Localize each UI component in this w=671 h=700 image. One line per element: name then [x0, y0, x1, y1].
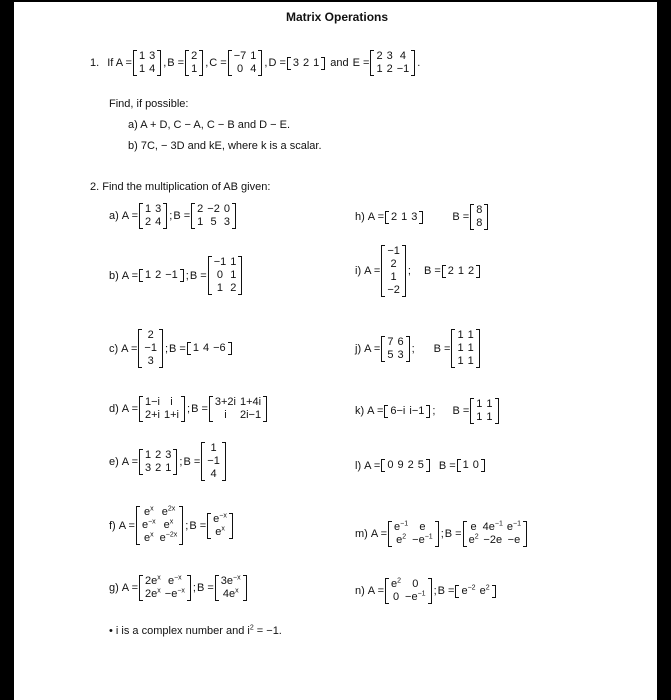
b-label: B =	[437, 585, 455, 597]
item-label: m)	[355, 528, 368, 540]
note-end: = −1.	[253, 625, 282, 637]
q1-c-label: C =	[209, 57, 227, 69]
item-label: a)	[109, 210, 119, 222]
q1-e-label: E =	[352, 57, 370, 69]
matrix-cell: 4	[210, 468, 217, 480]
item-label: k)	[355, 405, 365, 417]
matrix-b: $3e^{-x}$ $4e^x$	[215, 575, 247, 601]
matrix-cell: −2	[207, 203, 220, 215]
a-label: A =	[121, 210, 138, 222]
q2-item-c	[109, 329, 233, 368]
matrix-cell: 0	[216, 269, 224, 281]
b-label: B =	[452, 211, 470, 223]
matrix-cell: 4	[149, 63, 156, 75]
matrix-b: $e^{-x}$ $e^x$	[207, 513, 233, 539]
a-label: A =	[367, 405, 384, 417]
separator: ;	[411, 342, 415, 355]
b-label: B =	[438, 459, 456, 472]
item-label: h)	[355, 211, 365, 223]
matrix-cell: 1	[401, 210, 408, 223]
matrix-cell: 0	[472, 459, 479, 471]
q2-item-b	[109, 256, 243, 295]
matrix-cell: 1	[457, 264, 465, 277]
a-label: A =	[370, 528, 388, 540]
matrix-cell: 8	[476, 204, 483, 216]
matrix-cell: 3	[147, 355, 154, 367]
separator: ;	[407, 265, 411, 277]
matrix-cell: 2	[197, 203, 204, 215]
matrix-cell: i	[224, 409, 227, 421]
matrix-b	[187, 342, 232, 355]
matrix-b	[470, 398, 498, 424]
q1-part-a: a) A + D, C − A, C − B and D − E.	[128, 119, 291, 131]
separator: ;	[432, 405, 436, 417]
matrix-cell: 1+i	[164, 409, 179, 421]
item-label: i)	[355, 265, 362, 277]
matrix-cell: 2	[155, 461, 162, 474]
matrix-a	[139, 269, 184, 282]
matrix-a: $e^2$ 0 0 $-e^{-1}$	[385, 578, 432, 604]
b-label: B =	[452, 405, 470, 417]
matrix-cell: i−1	[409, 404, 425, 417]
b-label: B =	[189, 269, 207, 282]
complex-note	[109, 625, 282, 637]
matrix-cell: 1	[191, 63, 198, 75]
matrix-a	[381, 245, 406, 297]
q1-find-text: Find, if possible:	[109, 98, 189, 110]
q1-if-label: If A =	[107, 57, 132, 69]
matrix-cell: 1	[250, 50, 257, 62]
matrix-cell: 4	[155, 216, 162, 228]
matrix-cell: 5	[417, 459, 424, 471]
matrix-cell: 3	[165, 448, 172, 461]
matrix-cell: 0	[223, 203, 230, 215]
b-label: B =	[433, 342, 451, 355]
top-black-border	[0, 0, 671, 2]
matrix-a: $e^x$ $e^{2x}$ $e^{-x}$ $e^x$ $e^x$ $e^{-2x}$	[136, 506, 183, 545]
matrix-cell: 2	[230, 282, 237, 294]
matrix-cell: 1−i	[145, 396, 160, 408]
q1-end: .	[417, 57, 421, 69]
matrix-cell: 2+i	[145, 409, 160, 421]
q2-item-i	[355, 245, 481, 297]
matrix-cell: 3	[223, 216, 230, 228]
matrix-cell: 1	[457, 355, 464, 367]
matrix-cell: 2	[147, 329, 154, 341]
q2-item-g	[109, 575, 248, 601]
item-label: f)	[109, 519, 116, 532]
matrix-b	[209, 396, 267, 422]
b-label: B =	[173, 210, 191, 222]
q2-item-a	[109, 203, 237, 229]
matrix-cell: 4	[250, 63, 257, 75]
matrix-b	[451, 329, 479, 368]
b-label: B =	[189, 519, 207, 532]
matrix-cell: 6	[397, 335, 404, 348]
matrix-cell: 1	[145, 448, 152, 461]
matrix-a	[384, 405, 430, 418]
matrix-cell: 2	[145, 216, 152, 228]
matrix-cell: 1+4i	[240, 396, 262, 408]
a-label: A =	[118, 519, 135, 532]
matrix-cell: −1	[165, 269, 178, 281]
a-label: A =	[121, 269, 138, 282]
a-label: A =	[121, 342, 138, 355]
matrix-cell: −7	[233, 50, 247, 62]
matrix-cell: 2i−1	[240, 409, 262, 421]
separator: ;	[433, 585, 437, 597]
item-label: c)	[109, 342, 119, 355]
matrix-cell: −1	[396, 63, 410, 75]
a-label: A =	[367, 211, 384, 223]
matrix-cell: 1	[145, 269, 152, 281]
matrix-cell: 0	[387, 459, 394, 471]
q2-item-j	[355, 329, 481, 368]
matrix-cell: −6	[213, 342, 226, 354]
a-label: A =	[121, 403, 138, 415]
matrix-cell: 1	[230, 269, 237, 281]
matrix-cell: 1	[138, 50, 146, 62]
matrix-a: $e^{-1}$ e $e^2$ $-e^{-1}$	[388, 521, 439, 547]
q1-matrix-d	[287, 57, 325, 70]
matrix-cell: 1	[210, 442, 217, 454]
matrix-b: $e^{-2}$ $e^2$	[455, 585, 495, 598]
q2-item-m	[355, 521, 528, 547]
matrix-cell: 1	[192, 342, 199, 354]
matrix-a	[385, 211, 423, 224]
matrix-cell: 2	[468, 264, 475, 277]
item-label: b)	[109, 269, 119, 282]
matrix-cell: 1	[197, 216, 204, 228]
note-exponent: 2	[249, 624, 254, 632]
matrix-cell: 8	[476, 217, 483, 229]
q2-item-e	[109, 442, 227, 481]
q1-part-b: b) 7C, − 3D and kE, where k is a scalar.	[128, 140, 322, 152]
a-label: A =	[364, 459, 381, 472]
a-label: A =	[367, 585, 384, 597]
left-black-border	[0, 0, 14, 700]
matrix-cell: 3+2i	[214, 396, 236, 408]
separator: ;	[440, 528, 444, 540]
q2-heading: 2. Find the multiplication of AB given:	[90, 181, 271, 193]
matrix-cell: 2	[391, 210, 398, 223]
q1-definitions	[90, 50, 421, 76]
item-label: n)	[355, 585, 365, 597]
matrix-cell: 1	[457, 342, 464, 354]
matrix-a	[139, 396, 185, 422]
separator: ;	[179, 455, 183, 468]
a-label: A =	[364, 342, 381, 355]
matrix-cell: i	[170, 396, 173, 408]
q2-item-n	[355, 578, 497, 604]
matrix-cell: 1	[376, 63, 383, 75]
matrix-cell: 1	[313, 56, 320, 69]
matrix-b	[457, 459, 485, 472]
matrix-cell: 3	[145, 461, 152, 474]
matrix-cell: 3	[149, 50, 156, 62]
matrix-cell: −1	[387, 245, 400, 257]
matrix-cell: 3	[386, 50, 393, 62]
item-label: g)	[109, 582, 119, 594]
q1-and: and	[330, 57, 349, 69]
matrix-a	[139, 203, 167, 229]
matrix-cell: 5	[387, 348, 394, 361]
right-black-border	[657, 0, 671, 700]
matrix-cell: 3	[292, 56, 300, 69]
matrix-cell: 1	[165, 461, 172, 474]
item-label: l)	[355, 459, 362, 472]
q1-comma: ,	[163, 57, 167, 69]
page-title: Matrix Operations	[286, 10, 389, 24]
note-bullet: •	[109, 625, 113, 637]
matrix-cell: 2	[447, 264, 454, 277]
q1-comma: ,	[264, 57, 268, 69]
q2-item-f	[109, 506, 234, 545]
matrix-cell: 2	[303, 56, 310, 69]
item-label: e)	[109, 455, 119, 468]
matrix-cell: 1	[462, 459, 469, 471]
q1-matrix-b	[185, 50, 203, 76]
a-label: A =	[121, 582, 138, 594]
q2-item-l	[355, 459, 486, 472]
matrix-cell: 1	[390, 271, 397, 283]
matrix-cell: 1	[216, 282, 224, 294]
matrix-cell: 1	[476, 398, 483, 410]
matrix-cell: −1	[213, 256, 227, 268]
matrix-cell: 7	[387, 335, 394, 348]
matrix-cell: 4	[399, 50, 407, 62]
separator: ;	[164, 342, 168, 355]
matrix-cell: 1	[467, 355, 474, 367]
q1-matrix-c	[228, 50, 263, 76]
separator: ;	[185, 269, 189, 282]
matrix-cell: 2	[386, 63, 393, 75]
matrix-cell: 3	[397, 348, 404, 361]
b-label: B =	[196, 582, 214, 594]
separator: ;	[192, 582, 196, 594]
matrix-cell: 2	[155, 448, 162, 461]
q1-d-label: D =	[268, 57, 286, 69]
q1-matrix-a	[133, 50, 161, 76]
matrix-cell: 1	[145, 203, 152, 215]
note-text: i is a complex number and i	[115, 625, 250, 637]
q1-number: 1.	[90, 57, 100, 69]
matrix-cell: 1	[457, 329, 464, 341]
matrix-b	[442, 265, 480, 278]
matrix-a	[138, 329, 163, 368]
separator: ;	[169, 210, 173, 222]
matrix-cell: 2	[191, 50, 198, 62]
b-label: B =	[183, 455, 201, 468]
b-label: B =	[444, 528, 462, 540]
matrix-cell: 2	[390, 258, 397, 270]
b-label: B =	[423, 265, 441, 277]
matrix-a	[381, 336, 409, 362]
q2-item-d	[109, 396, 268, 422]
q2-item-h	[355, 204, 489, 230]
a-label: A =	[364, 265, 381, 277]
q1-b-label: B =	[167, 57, 185, 69]
matrix-b	[191, 203, 236, 229]
b-label: B =	[191, 403, 208, 415]
matrix-cell: −1	[144, 342, 157, 354]
matrix-cell: 3	[155, 203, 162, 215]
matrix-cell: 2	[376, 50, 383, 62]
matrix-cell: 9	[397, 459, 404, 471]
matrix-a: $2e^x$ $e^{-x}$ $2e^x$ $-e^{-x}$	[139, 575, 191, 601]
a-label: A =	[121, 455, 138, 468]
matrix-cell: 1	[486, 398, 493, 410]
matrix-b: e $4e^{-1}$ $e^{-1}$ $e^2$ −2e −e	[463, 521, 527, 547]
matrix-cell: 3	[411, 210, 418, 223]
matrix-a	[381, 459, 430, 472]
b-label: B =	[169, 342, 186, 355]
matrix-cell: 1	[486, 411, 493, 423]
matrix-a	[139, 449, 177, 475]
separator: ;	[185, 519, 189, 532]
matrix-cell: 6−i	[390, 404, 406, 417]
matrix-b	[201, 442, 226, 481]
matrix-cell: 1	[467, 342, 474, 354]
q1-matrix-e	[370, 50, 415, 76]
matrix-b	[208, 256, 243, 295]
matrix-cell: 1	[230, 256, 237, 268]
item-label: d)	[109, 403, 119, 415]
q2-item-k	[355, 398, 500, 424]
matrix-cell: 1	[138, 63, 146, 75]
item-label: j)	[355, 342, 362, 355]
matrix-cell: 1	[467, 329, 474, 341]
matrix-cell: 2	[407, 459, 414, 471]
matrix-cell: 2	[155, 269, 162, 281]
matrix-cell: 0	[236, 63, 244, 75]
matrix-cell: 1	[476, 411, 483, 423]
q1-comma: ,	[205, 57, 209, 69]
matrix-cell: 4	[202, 342, 210, 354]
matrix-b	[470, 204, 488, 230]
separator: ;	[187, 403, 191, 415]
matrix-cell: −1	[207, 455, 220, 467]
matrix-cell: 5	[210, 216, 217, 228]
matrix-cell: −2	[387, 284, 400, 296]
